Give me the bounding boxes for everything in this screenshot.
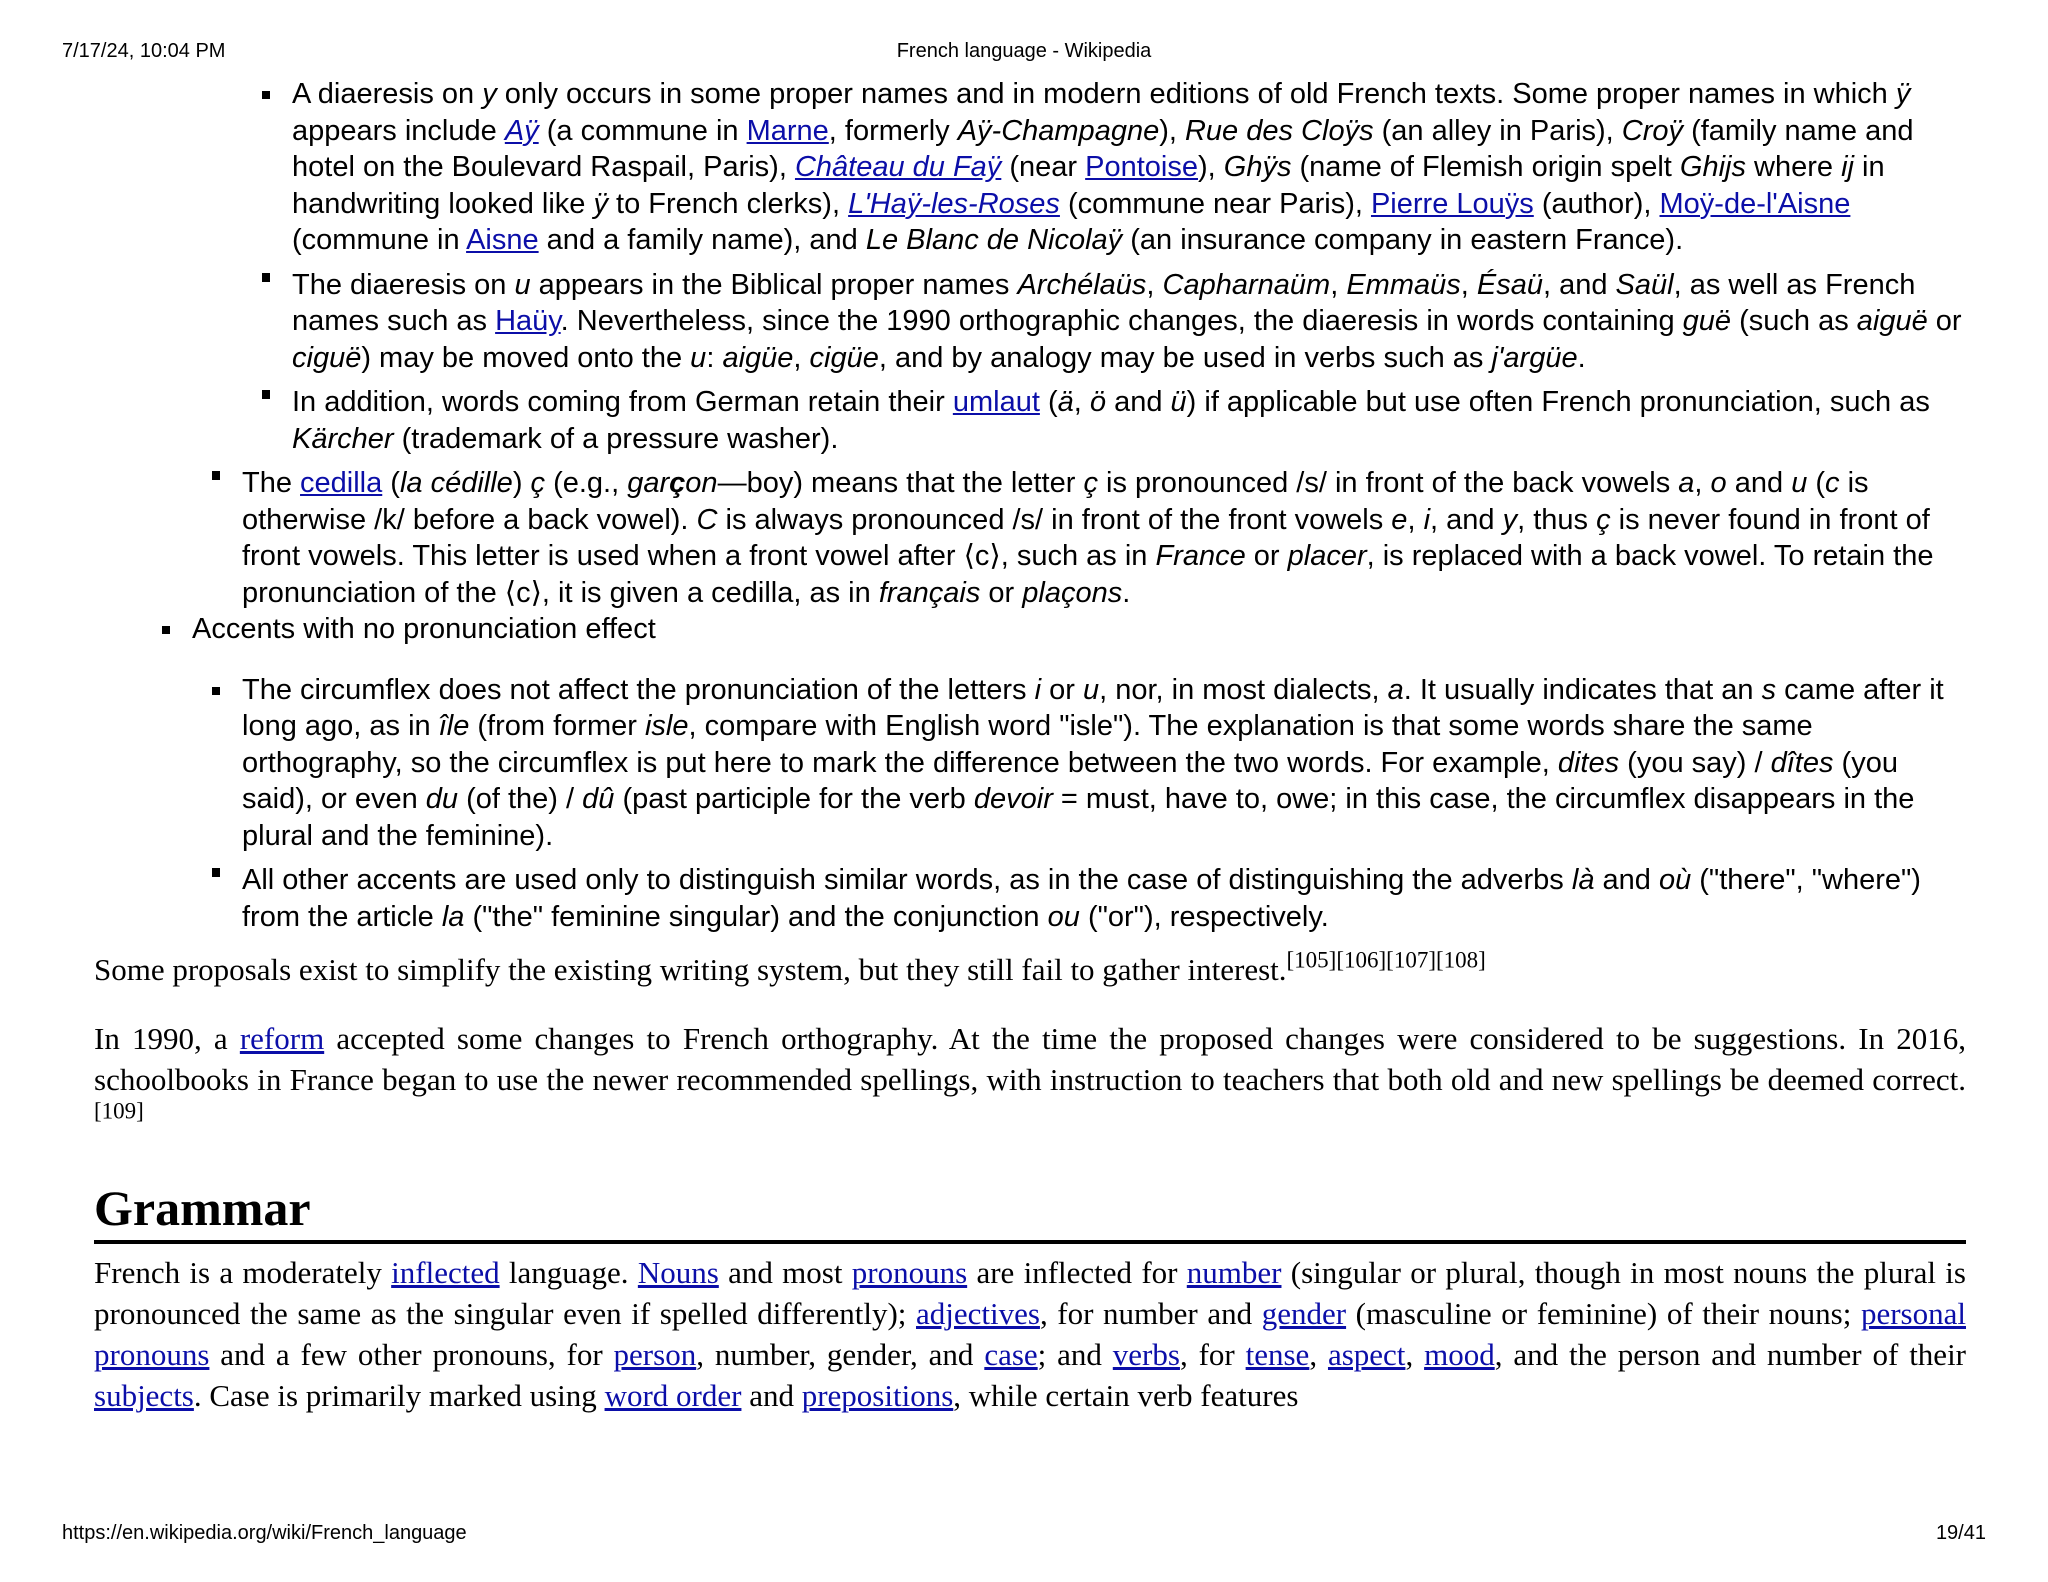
link-marne[interactable]: Marne	[746, 114, 829, 147]
link-aspect[interactable]: aspect	[1327, 1337, 1406, 1372]
link-pronouns[interactable]: pronouns	[851, 1255, 968, 1290]
list-item-other-accents: All other accents are used only to distinguish similar words, as in the case of distinguishing the adverbs là and où ("there", "where") from the article la ("the" feminine singular) and the conjunction ou ("or"), respectively.	[242, 862, 1966, 935]
accents-sublist	[94, 672, 1966, 936]
citation-105[interactable]: [105]	[1286, 947, 1337, 973]
link-gender[interactable]: gender	[1261, 1296, 1347, 1331]
link-prepositions[interactable]: prepositions	[801, 1378, 954, 1413]
print-header	[62, 38, 1986, 64]
citation-109[interactable]: [109]	[94, 1098, 144, 1124]
list-item-diaeresis-u: The diaeresis on u appears in the Biblical proper names Archélaüs, Capharnaüm, Emmaüs, Ésaü, and Saül, as well as French names such as Haüy. Nevertheless, since the 1990 orthographic changes, the diaeresis in words containing guë (such as aiguë or ciguë) may be moved onto the u: aigüe, cigüe, and by analogy may be used in verbs such as j'argüe.	[292, 267, 1966, 377]
print-footer	[62, 1520, 1986, 1546]
link-chateau-du-fay[interactable]: Château du Faÿ	[794, 151, 1002, 183]
page-number: 19/41	[1935, 1522, 1986, 1544]
bullet-icon	[262, 91, 270, 99]
link-ay[interactable]: Aÿ	[504, 114, 539, 147]
link-number[interactable]: number	[1186, 1255, 1282, 1290]
link-person[interactable]: person	[613, 1337, 697, 1372]
link-moy-de-laisne[interactable]: Moÿ-de-l'Aisne	[1659, 187, 1851, 220]
article-content	[94, 76, 1966, 1416]
list-item-diaeresis-y: A diaeresis on y only occurs in some proper names and in modern editions of old French texts. Some proper names in which ÿ appears include Aÿ (a commune in Marne, formerly Aÿ-Champagne), Rue des Cloÿs (an alley in Paris), Croÿ (family name and hotel on the Boulevard Raspail, Paris), Château du Faÿ (near Pontoise), Ghÿs (name of Flemish origin spelt Ghijs where ij in handwriting looked like ÿ to French clerks), L'Haÿ-les-Roses (commune near Paris), Pierre Louÿs (author), Moÿ-de-l'Aisne (commune in Aisne and a family name), and Le Blanc de Nicolaÿ (an insurance company in eastern France).	[292, 76, 1966, 259]
link-personal-pronouns[interactable]: personal pronouns	[94, 1296, 1966, 1372]
section-heading-grammar: Grammar	[94, 1179, 1966, 1244]
paragraph-grammar: French is a moderately inflected language. Nouns and most pronouns are inflected for number (singular or plural, though in most nouns the plural is pronounced the same as the singular even if spelled differently); adjectives, for number and gender (masculine or feminine) of their nouns; personal pronouns and a few other pronouns, for person, number, gender, and case; and verbs, for tense, aspect, mood, and the person and number of their subjects. Case is primarily marked using word order and prepositions, while certain verb features	[94, 1255, 1967, 1413]
paragraph-proposals: Some proposals exist to simplify the existing writing system, but they still fail to gather interest.[105][106][107][108]	[94, 947, 1486, 987]
link-lhay-les-roses[interactable]: L'Haÿ-les-Roses	[848, 187, 1060, 220]
bullet-icon	[162, 626, 170, 634]
link-reform[interactable]: reform	[239, 1021, 325, 1056]
citation-106[interactable]: [106]	[1336, 947, 1387, 973]
print-page-title: French language - Wikipedia	[896, 40, 1152, 62]
link-subjects[interactable]: subjects	[94, 1378, 194, 1413]
bullet-icon	[262, 390, 270, 399]
bullet-icon	[212, 471, 220, 480]
accents-list	[94, 611, 1966, 648]
link-cedilla[interactable]: cedilla	[300, 467, 383, 499]
link-inflected[interactable]: inflected	[391, 1255, 500, 1290]
paragraph-reform: In 1990, a reform accepted some changes to French orthography. At the time the proposed changes were considered to be suggestions. In 2016, schoolbooks in France began to use the newer recommended spellings, with instruction to teachers that both old and new spellings be deemed correct.[109]	[94, 1021, 1966, 1124]
link-hauy[interactable]: Haüy	[495, 305, 561, 337]
bullet-icon	[262, 273, 270, 282]
bullet-icon	[212, 868, 220, 877]
list-item-cedilla: The cedilla (la cédille) ç (e.g., garçon—boy) means that the letter ç is pronounced /s/ in front of the back vowels a, o and u (c is otherwise /k/ before a back vowel). C is always pronounced /s/ in front of the front vowels e, i, and y, thus ç is never found in front of front vowels. This letter is used when a front vowel after ⟨c⟩, such as in France or placer, is replaced with a back vowel. To retain the pronunciation of the ⟨c⟩, it is given a cedilla, as in français or plaçons.	[242, 465, 1966, 611]
diaeresis-sublist	[94, 76, 1966, 457]
cedilla-list	[94, 465, 1966, 611]
citation-107[interactable]: [107]	[1386, 947, 1436, 973]
link-tense[interactable]: tense	[1245, 1337, 1310, 1372]
link-umlaut[interactable]: umlaut	[952, 386, 1040, 418]
print-date: 7/17/24, 10:04 PM	[62, 40, 226, 62]
link-pontoise[interactable]: Pontoise	[1085, 151, 1198, 183]
link-nouns[interactable]: Nouns	[637, 1255, 719, 1290]
link-word-order[interactable]: word order	[604, 1378, 742, 1413]
link-adjectives[interactable]: adjectives	[916, 1296, 1040, 1331]
list-item-circumflex: The circumflex does not affect the pronunciation of the letters i or u, nor, in most dialects, a. It usually indicates that an s came after it long ago, as in île (from former isle, compare with English word "isle"). The explanation is that some words share the same orthography, so the circumflex is put here to mark the difference between the two words. For example, dites (you say) / dîtes (you said), or even du (of the) / dû (past participle for the verb devoir = must, have to, owe; in this case, the circumflex disappears in the plural and the feminine).	[242, 672, 1966, 855]
list-item-umlaut: In addition, words coming from German retain their umlaut (ä, ö and ü) if applicable but use often French pronunciation, such as Kärcher (trademark of a pressure washer).	[292, 384, 1966, 457]
link-pierre-louys[interactable]: Pierre Louÿs	[1370, 187, 1534, 220]
link-mood[interactable]: mood	[1424, 1337, 1495, 1372]
print-url: https://en.wikipedia.org/wiki/French_language	[62, 1522, 467, 1544]
link-case[interactable]: case	[984, 1337, 1038, 1372]
list-item-accents-heading: Accents with no pronunciation effect	[192, 611, 1966, 648]
link-verbs[interactable]: verbs	[1112, 1337, 1180, 1372]
link-aisne[interactable]: Aisne	[466, 224, 539, 256]
bullet-icon	[212, 687, 220, 695]
citation-108[interactable]: [108]	[1436, 947, 1486, 973]
